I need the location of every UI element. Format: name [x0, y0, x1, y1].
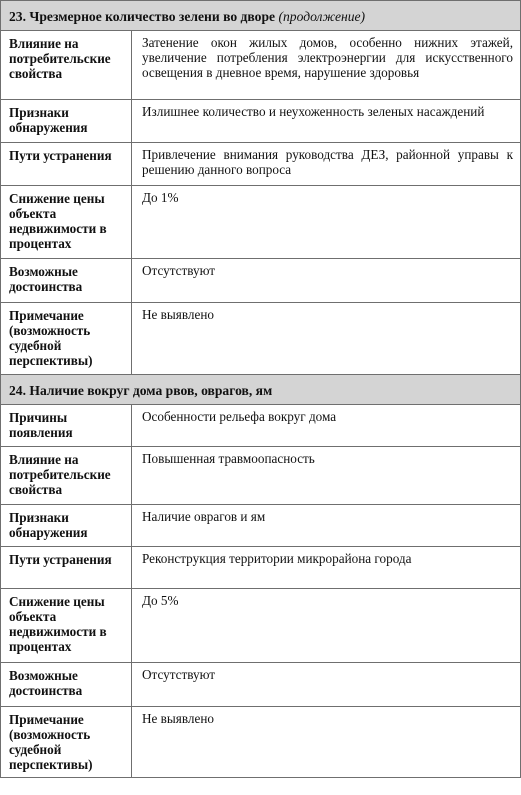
- row-value: Не выявлено: [132, 707, 521, 778]
- row-value: Не выявлено: [132, 303, 521, 375]
- row-label: Примечание (возможность судебной перспективы): [1, 303, 132, 375]
- row-value: Повышенная травмоопасность: [132, 447, 521, 505]
- row-label: Возможные достоинства: [1, 663, 132, 707]
- table-row: [1, 303, 521, 375]
- row-label: Снижение цены объекта недвижимости в процентах: [1, 589, 132, 663]
- section-continuation-note: (продолжение): [278, 8, 366, 24]
- row-value: Излишнее количество и неухоженность зеленых насаждений: [132, 100, 521, 143]
- table-row: [1, 100, 521, 143]
- row-label: Пути устранения: [1, 143, 132, 186]
- row-label: Причины появления: [1, 405, 132, 447]
- table-row: [1, 143, 521, 186]
- section-title-cell: [1, 1, 521, 31]
- table-row: [1, 663, 521, 707]
- table-row: [1, 505, 521, 547]
- table-row: [1, 186, 521, 259]
- row-value: Отсутствуют: [132, 663, 521, 707]
- table-row: [1, 31, 521, 100]
- table-row: [1, 707, 521, 778]
- table-row: [1, 259, 521, 303]
- section-title: 23. Чрезмерное количество зелени во дворе: [9, 8, 276, 24]
- table-row: [1, 447, 521, 505]
- row-label: Примечание (возможность судебной перспективы): [1, 707, 132, 778]
- row-label: Признаки обнаружения: [1, 100, 132, 143]
- row-value: Наличие оврагов и ям: [132, 505, 521, 547]
- row-value: Привлечение внимания руководства ДЕЗ, районной управы к решению данного вопроса: [132, 143, 521, 186]
- row-label: Пути устранения: [1, 547, 132, 589]
- section-title-cell: [1, 375, 521, 405]
- row-value: До 5%: [132, 589, 521, 663]
- row-value: Реконструкция территории микрорайона города: [132, 547, 521, 589]
- table-row: [1, 547, 521, 589]
- section-header-23: [1, 1, 521, 31]
- table-row: [1, 589, 521, 663]
- row-label: Возможные достоинства: [1, 259, 132, 303]
- row-value: Затенение окон жилых домов, особенно нижних этажей, увеличение потребления электроэнергии для искусственного освещения в дневное время, нарушение здоровья: [132, 31, 521, 100]
- row-label: Признаки обнаружения: [1, 505, 132, 547]
- row-label: Влияние на потребительские свойства: [1, 31, 132, 100]
- row-value: Особенности рельефа вокруг дома: [132, 405, 521, 447]
- section-title: 24. Наличие вокруг дома рвов, оврагов, ям: [9, 382, 273, 398]
- section-header-24: [1, 375, 521, 405]
- row-value: Отсутствуют: [132, 259, 521, 303]
- row-label: Влияние на потребительские свойства: [1, 447, 132, 505]
- row-value: До 1%: [132, 186, 521, 259]
- table-row: [1, 405, 521, 447]
- row-label: Снижение цены объекта недвижимости в процентах: [1, 186, 132, 259]
